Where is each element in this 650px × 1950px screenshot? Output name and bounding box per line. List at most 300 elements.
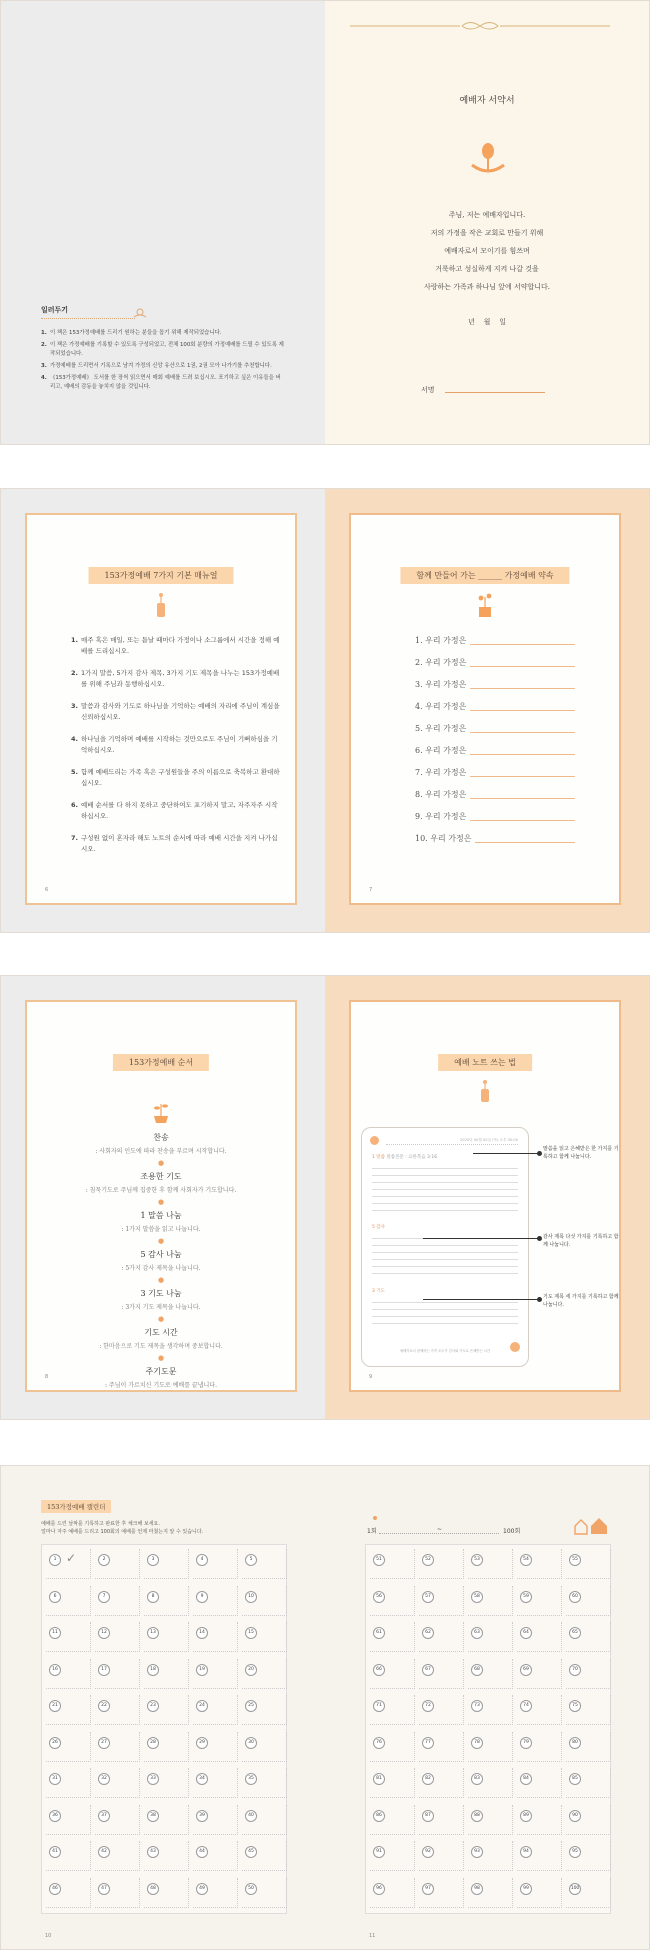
pledge-title: 예배자 서약서 bbox=[459, 96, 515, 106]
calendar-number: 53 bbox=[471, 1554, 483, 1566]
calendar-cell[interactable] bbox=[419, 1768, 464, 1798]
calendar-cell[interactable] bbox=[193, 1549, 238, 1579]
calendar-cell[interactable] bbox=[144, 1768, 189, 1798]
promise-row[interactable] bbox=[415, 657, 575, 668]
calendar-cell[interactable] bbox=[566, 1841, 611, 1871]
calendar-number: 23 bbox=[147, 1700, 159, 1712]
calendar-cell[interactable] bbox=[419, 1695, 464, 1725]
calendar-cell[interactable] bbox=[144, 1622, 189, 1652]
calendar-number: 27 bbox=[98, 1737, 110, 1749]
pledge-text bbox=[325, 206, 649, 296]
calendar-cell[interactable] bbox=[566, 1878, 611, 1908]
calendar-cell[interactable] bbox=[95, 1549, 140, 1579]
calendar-cell[interactable] bbox=[95, 1805, 140, 1835]
calendar-number: 59 bbox=[520, 1591, 532, 1603]
promise-row[interactable] bbox=[415, 701, 575, 712]
order-step-dot: ● bbox=[157, 1237, 165, 1245]
calendar-cell[interactable] bbox=[46, 1841, 91, 1871]
calendar-number: 57 bbox=[422, 1591, 434, 1603]
calendar-number: 58 bbox=[471, 1591, 483, 1603]
calendar-cell[interactable] bbox=[144, 1659, 189, 1689]
calendar-cell[interactable] bbox=[95, 1768, 140, 1798]
note-date: 2020년 00월 00일 (목) 오후 00:00 bbox=[460, 1138, 518, 1142]
calendar-cell[interactable] bbox=[468, 1622, 513, 1652]
order-step-title: 기도 시간 bbox=[144, 1328, 178, 1337]
section-pray-lines bbox=[372, 1296, 518, 1324]
calendar-cell[interactable] bbox=[370, 1841, 415, 1871]
calendar-number: 76 bbox=[373, 1737, 385, 1749]
calendar-number: 12 bbox=[98, 1627, 110, 1639]
promise-label: 2. 우리 가정은 bbox=[415, 658, 467, 667]
calendar-number: 36 bbox=[49, 1810, 61, 1822]
calendar-number: 62 bbox=[422, 1627, 434, 1639]
calendar-number: 29 bbox=[196, 1737, 208, 1749]
promise-line[interactable] bbox=[475, 835, 575, 843]
calendar-number: 64 bbox=[520, 1627, 532, 1639]
manual-rule-list bbox=[71, 635, 281, 866]
calendar-cell[interactable] bbox=[468, 1841, 513, 1871]
calendar-cell[interactable] bbox=[46, 1549, 91, 1579]
calendar-number: 33 bbox=[147, 1773, 159, 1785]
notice-item-text: 이 책은 가정예배를 기록할 수 있도록 구성되었고, 전체 100회 분량의 가정예배를 드릴 수 있도록 제작되었습니다. bbox=[50, 342, 284, 357]
calendar-cell[interactable] bbox=[242, 1732, 287, 1762]
calendar-number: 2 bbox=[98, 1554, 110, 1566]
calendar-cell[interactable] bbox=[419, 1586, 464, 1616]
calendar-cell[interactable] bbox=[46, 1586, 91, 1616]
promise-line[interactable] bbox=[470, 681, 575, 689]
calendar-cell[interactable] bbox=[46, 1805, 91, 1835]
promise-line[interactable] bbox=[470, 703, 575, 711]
promise-label: 8. 우리 가정은 bbox=[415, 790, 467, 799]
calendar-number: 100 bbox=[569, 1883, 581, 1895]
calendar-number: 91 bbox=[373, 1846, 385, 1858]
calendar-cell[interactable] bbox=[193, 1768, 238, 1798]
calendar-cell[interactable] bbox=[242, 1659, 287, 1689]
callout-dot bbox=[537, 1151, 542, 1156]
range-end: 100회 bbox=[503, 1528, 521, 1535]
calendar-number: 30 bbox=[245, 1737, 257, 1749]
calendar-number: 49 bbox=[196, 1883, 208, 1895]
notice-item-text: 이 책은 153가정예배를 드리기 원하는 분들을 돕기 위해 제작되었습니다. bbox=[50, 330, 222, 336]
calendar-number: 96 bbox=[373, 1883, 385, 1895]
calendar-cell[interactable] bbox=[242, 1586, 287, 1616]
spread-3 bbox=[0, 975, 650, 1420]
calendar-number: 69 bbox=[520, 1664, 532, 1676]
manual-rule-text: 1가지 말씀, 5가지 감사 제목, 3가지 기도 제목을 나누는 153가정예배를 위해 주님과 동행하십시오. bbox=[81, 669, 280, 688]
calendar-cell[interactable] bbox=[566, 1549, 611, 1579]
howto-page bbox=[325, 976, 649, 1419]
calendar-number: 17 bbox=[98, 1664, 110, 1676]
promise-label: 9. 우리 가정은 bbox=[415, 812, 467, 821]
calendar-cell[interactable] bbox=[193, 1732, 238, 1762]
manual-rule-num: 7. bbox=[71, 834, 78, 842]
promise-line[interactable] bbox=[470, 747, 575, 755]
callout-line-1 bbox=[473, 1153, 539, 1154]
spread-4 bbox=[0, 1465, 650, 1950]
manual-rule-text: 말씀과 감사와 기도로 하나님을 기억하는 예배의 자리에 주님이 계심을 신뢰하십시오. bbox=[81, 702, 280, 721]
calendar-number: 5 bbox=[245, 1554, 257, 1566]
notice-item bbox=[41, 341, 286, 359]
calendar-cell[interactable] bbox=[517, 1659, 562, 1689]
promise-row[interactable] bbox=[415, 833, 575, 844]
calendar-number: 51 bbox=[373, 1554, 385, 1566]
calendar-number: 38 bbox=[147, 1810, 159, 1822]
note-footer: 예배자로서 함께하는 가족 모두가 감사와 기도로 은혜받는 시간 bbox=[399, 1349, 491, 1353]
callout-line-2 bbox=[423, 1238, 539, 1239]
calendar-cell[interactable] bbox=[46, 1695, 91, 1725]
calendar-cell[interactable] bbox=[517, 1549, 562, 1579]
section-thanks-label: 5 감사 bbox=[372, 1225, 385, 1230]
calendar-cell[interactable] bbox=[242, 1841, 287, 1871]
calendar-number: 71 bbox=[373, 1700, 385, 1712]
calendar-number: 68 bbox=[471, 1664, 483, 1676]
callout-text-2: 감사 제목 다섯 가지를 기록하고 함께 나눕니다. bbox=[543, 1234, 619, 1248]
calendar-number: 3 bbox=[147, 1554, 159, 1566]
order-step-dot: ● bbox=[157, 1354, 165, 1362]
calendar-number: 10 bbox=[245, 1591, 257, 1603]
calendar-cell[interactable] bbox=[566, 1586, 611, 1616]
calendar-cell[interactable] bbox=[95, 1622, 140, 1652]
calendar-grid bbox=[41, 1544, 287, 1914]
calendar-number: 46 bbox=[49, 1883, 61, 1895]
calendar-number: 79 bbox=[520, 1737, 532, 1749]
calendar-cell[interactable] bbox=[468, 1586, 513, 1616]
spread-1 bbox=[0, 0, 650, 445]
calendar-cell[interactable] bbox=[419, 1549, 464, 1579]
manual-rule bbox=[71, 800, 281, 821]
example-note bbox=[361, 1127, 529, 1367]
calendar-cell[interactable] bbox=[95, 1878, 140, 1908]
manual-card bbox=[25, 513, 297, 905]
calendar-cell[interactable] bbox=[144, 1841, 189, 1871]
promise-line[interactable] bbox=[470, 659, 575, 667]
promise-line[interactable] bbox=[470, 637, 575, 645]
calendar-cell[interactable] bbox=[419, 1841, 464, 1871]
calendar-cell[interactable] bbox=[46, 1622, 91, 1652]
page-number: 11 bbox=[369, 1933, 376, 1939]
manual-rule-num: 2. bbox=[71, 669, 78, 677]
notice-item bbox=[41, 329, 286, 338]
calendar-number: 40 bbox=[245, 1810, 257, 1822]
calendar-number: 52 bbox=[422, 1554, 434, 1566]
calendar-number: 55 bbox=[569, 1554, 581, 1566]
calendar-cell[interactable] bbox=[46, 1732, 91, 1762]
notice-title-underline bbox=[41, 318, 135, 319]
pledge-line: 사랑하는 가족과 하나님 앞에 서약합니다. bbox=[423, 283, 551, 291]
promise-label: 7. 우리 가정은 bbox=[415, 768, 467, 777]
notice-item-num: 3. bbox=[41, 363, 47, 369]
calendar-number: 88 bbox=[471, 1810, 483, 1822]
manual-rule bbox=[71, 767, 281, 788]
calendar-number: 83 bbox=[471, 1773, 483, 1785]
page-number: 6 bbox=[45, 887, 49, 893]
order-step-title: 조용한 기도 bbox=[140, 1172, 182, 1181]
order-step-title: 5 감사 나눔 bbox=[140, 1250, 182, 1259]
calendar-cell[interactable] bbox=[242, 1768, 287, 1798]
order-step-desc: : 침묵기도로 주님께 집중한 후 함께 사회자가 기도합니다. bbox=[85, 1187, 237, 1194]
order-step-list bbox=[27, 1132, 295, 1389]
calendar-number: 92 bbox=[422, 1846, 434, 1858]
calendar-number: 8 bbox=[147, 1591, 159, 1603]
order-card bbox=[25, 1000, 297, 1392]
calendar-number: 63 bbox=[471, 1627, 483, 1639]
calendar-cell[interactable] bbox=[468, 1549, 513, 1579]
calendar-cell[interactable] bbox=[95, 1841, 140, 1871]
notice-item-text: 《153가정예배》 도서를 한 장씩 읽으면서 매회 예배를 드려 보십시오. 포기하고 싶은 이유들을 버리고, 예배의 감동을 놓치지 않을 것입니다. bbox=[50, 375, 281, 390]
calendar-title: 153가정예배 캘린더 bbox=[41, 1500, 111, 1513]
promise-row[interactable] bbox=[415, 723, 575, 734]
page-number: 10 bbox=[45, 1933, 52, 1939]
pledge-date: 년 월 일 bbox=[467, 318, 507, 326]
manual-rule-num: 3. bbox=[71, 702, 78, 710]
calendar-number: 48 bbox=[147, 1883, 159, 1895]
calendar-cell[interactable] bbox=[242, 1878, 287, 1908]
notice-item bbox=[41, 374, 286, 392]
calendar-cell[interactable] bbox=[566, 1732, 611, 1762]
calendar-cell[interactable] bbox=[517, 1805, 562, 1835]
promise-label: 5. 우리 가정은 bbox=[415, 724, 467, 733]
notice-item-num: 4. bbox=[41, 375, 47, 381]
calendar-number: 97 bbox=[422, 1883, 434, 1895]
calendar-number: 6 bbox=[49, 1591, 61, 1603]
calendar-cell[interactable] bbox=[566, 1805, 611, 1835]
calendar-desc-1: 예배를 드린 날짜를 기록하고 완료한 후 체크해 보세요. bbox=[41, 1521, 160, 1527]
calendar-cell[interactable] bbox=[242, 1695, 287, 1725]
calendar-number: 73 bbox=[471, 1700, 483, 1712]
calendar-cell[interactable] bbox=[370, 1805, 415, 1835]
order-step-dot: ● bbox=[157, 1276, 165, 1284]
calendar-cell[interactable] bbox=[517, 1732, 562, 1762]
notice-item-num: 1. bbox=[41, 330, 47, 336]
note-date-line bbox=[386, 1144, 518, 1145]
order-step-desc: : 주님이 가르치신 기도로 예배를 끝냅니다. bbox=[105, 1382, 217, 1389]
promise-row[interactable] bbox=[415, 767, 575, 778]
calendar-number: 95 bbox=[569, 1846, 581, 1858]
manual-title: 153가정예배 7가지 기본 매뉴얼 bbox=[89, 567, 234, 584]
calendar-number: 99 bbox=[520, 1883, 532, 1895]
calendar-number: 50 bbox=[245, 1883, 257, 1895]
calendar-cell[interactable] bbox=[193, 1841, 238, 1871]
pledge-line: 주님, 저는 예배자입니다. bbox=[448, 211, 526, 219]
calendar-number: 89 bbox=[520, 1810, 532, 1822]
calendar-number: 39 bbox=[196, 1810, 208, 1822]
calendar-cell[interactable] bbox=[419, 1805, 464, 1835]
section-pray-label: 3 기도 bbox=[372, 1289, 385, 1294]
howto-card bbox=[349, 1000, 621, 1392]
promise-page bbox=[325, 489, 649, 932]
promise-row[interactable] bbox=[415, 789, 575, 800]
calendar-number: 9 bbox=[196, 1591, 208, 1603]
calendar-cell[interactable] bbox=[144, 1586, 189, 1616]
page-number: 9 bbox=[369, 1374, 373, 1380]
calendar-number: 81 bbox=[373, 1773, 385, 1785]
calendar-number: 61 bbox=[373, 1627, 385, 1639]
calendar-cell[interactable] bbox=[419, 1659, 464, 1689]
calendar-cell[interactable] bbox=[370, 1695, 415, 1725]
ornament-divider-icon bbox=[350, 19, 610, 33]
calendar-cell[interactable] bbox=[242, 1549, 287, 1579]
calendar-number: 20 bbox=[245, 1664, 257, 1676]
calendar-number: 25 bbox=[245, 1700, 257, 1712]
flower-ornament-icon bbox=[133, 307, 147, 319]
promise-line[interactable] bbox=[470, 725, 575, 733]
calendar-cell[interactable] bbox=[468, 1659, 513, 1689]
calendar-cell[interactable] bbox=[95, 1586, 140, 1616]
promise-label: 3. 우리 가정은 bbox=[415, 680, 467, 689]
calendar-number: 26 bbox=[49, 1737, 61, 1749]
calendar-number: 4 bbox=[196, 1554, 208, 1566]
order-step-title: 주기도문 bbox=[145, 1367, 177, 1376]
calendar-cell[interactable] bbox=[517, 1622, 562, 1652]
manual-rule bbox=[71, 833, 281, 854]
calendar-cell[interactable] bbox=[517, 1586, 562, 1616]
calendar-cell[interactable] bbox=[566, 1768, 611, 1798]
calendar-cell[interactable] bbox=[144, 1878, 189, 1908]
manual-rule-num: 6. bbox=[71, 801, 78, 809]
howto-title: 예배 노트 쓰는 법 bbox=[438, 1054, 532, 1071]
order-step-desc: : 사회자의 인도에 따라 찬송을 부르며 시작합니다. bbox=[95, 1148, 227, 1155]
callout-text-3: 기도 제목 세 가지를 기록하고 함께 나눕니다. bbox=[543, 1294, 619, 1308]
calendar-cell[interactable] bbox=[144, 1805, 189, 1835]
promise-row[interactable] bbox=[415, 745, 575, 756]
calendar-number: 15 bbox=[245, 1627, 257, 1639]
calendar-number: 65 bbox=[569, 1627, 581, 1639]
calendar-cell[interactable] bbox=[370, 1878, 415, 1908]
calendar-cell[interactable] bbox=[144, 1549, 189, 1579]
order-step-desc: : 3가지 기도 제목을 나눕니다. bbox=[121, 1304, 201, 1311]
calendar-cell[interactable] bbox=[517, 1768, 562, 1798]
calendar-cell[interactable] bbox=[566, 1695, 611, 1725]
vase-icon bbox=[153, 593, 169, 619]
calendar-number: 18 bbox=[147, 1664, 159, 1676]
calendar-cell[interactable] bbox=[144, 1732, 189, 1762]
order-step-title: 찬송 bbox=[153, 1133, 169, 1142]
calendar-cell[interactable] bbox=[370, 1549, 415, 1579]
calendar-number: 35 bbox=[245, 1773, 257, 1785]
calendar-page-right bbox=[325, 1466, 649, 1949]
calendar-cell[interactable] bbox=[46, 1768, 91, 1798]
calendar-cell[interactable] bbox=[144, 1695, 189, 1725]
calendar-cell[interactable] bbox=[468, 1878, 513, 1908]
promise-line[interactable] bbox=[470, 769, 575, 777]
vase-icon bbox=[477, 1080, 493, 1104]
calendar-number: 19 bbox=[196, 1664, 208, 1676]
calendar-number: 66 bbox=[373, 1664, 385, 1676]
calendar-number: 47 bbox=[98, 1883, 110, 1895]
calendar-cell[interactable] bbox=[419, 1622, 464, 1652]
calendar-number: 37 bbox=[98, 1810, 110, 1822]
promise-row[interactable] bbox=[415, 635, 575, 646]
calendar-cell[interactable] bbox=[193, 1878, 238, 1908]
order-step-dot: ● bbox=[157, 1198, 165, 1206]
houses-icon bbox=[571, 1514, 611, 1538]
calendar-cell[interactable] bbox=[193, 1805, 238, 1835]
calendar-number: 72 bbox=[422, 1700, 434, 1712]
calendar-number: 7 bbox=[98, 1591, 110, 1603]
calendar-cell[interactable] bbox=[517, 1878, 562, 1908]
calendar-cell[interactable] bbox=[468, 1732, 513, 1762]
range-line[interactable] bbox=[379, 1533, 499, 1534]
manual-rule-text: 하나님을 기억하며 예배를 시작하는 것만으로도 주님이 기뻐하심을 기억하십시오. bbox=[81, 735, 278, 754]
calendar-number: 86 bbox=[373, 1810, 385, 1822]
calendar-grid bbox=[365, 1544, 611, 1914]
calendar-cell[interactable] bbox=[517, 1841, 562, 1871]
calendar-number: 78 bbox=[471, 1737, 483, 1749]
calendar-cell[interactable] bbox=[193, 1659, 238, 1689]
order-step-desc: : 1가지 말씀을 읽고 나눕니다. bbox=[121, 1226, 201, 1233]
promise-line[interactable] bbox=[470, 791, 575, 799]
calendar-cell[interactable] bbox=[193, 1695, 238, 1725]
promise-title: 함께 만들어 가는 ______ 가정예배 약속 bbox=[400, 567, 569, 584]
calendar-cell[interactable] bbox=[95, 1695, 140, 1725]
calendar-cell[interactable] bbox=[468, 1768, 513, 1798]
notice-item-num: 2. bbox=[41, 342, 47, 348]
section-word-label: 1 말씀 말씀본문 : 요한복음 3:16 bbox=[372, 1155, 438, 1160]
manual-rule bbox=[71, 734, 281, 755]
order-step-dot: ● bbox=[157, 1159, 165, 1167]
calendar-cell[interactable] bbox=[242, 1805, 287, 1835]
calendar-number: 54 bbox=[520, 1554, 532, 1566]
callout-dot bbox=[537, 1236, 542, 1241]
manual-rule-text: 예배 순서를 다 하지 못하고 중단하여도 포기하지 말고, 자주자주 시작하십시오. bbox=[81, 801, 278, 820]
calendar-number: 24 bbox=[196, 1700, 208, 1712]
order-step-dot: ● bbox=[157, 1315, 165, 1323]
order-step-desc: : 한마음으로 기도 제목을 생각하며 중보합니다. bbox=[99, 1343, 223, 1350]
promise-row[interactable] bbox=[415, 811, 575, 822]
manual-rule bbox=[71, 635, 281, 656]
calendar-cell[interactable] bbox=[193, 1622, 238, 1652]
notice-page bbox=[1, 1, 325, 444]
calendar-cell[interactable] bbox=[370, 1622, 415, 1652]
calendar-number: 31 bbox=[49, 1773, 61, 1785]
calendar-cell[interactable] bbox=[95, 1659, 140, 1689]
calendar-cell[interactable] bbox=[517, 1695, 562, 1725]
promise-label: 1. 우리 가정은 bbox=[415, 636, 467, 645]
calendar-cell[interactable] bbox=[370, 1659, 415, 1689]
promise-line[interactable] bbox=[470, 813, 575, 821]
calendar-number: 90 bbox=[569, 1810, 581, 1822]
calendar-number: 93 bbox=[471, 1846, 483, 1858]
calendar-cell[interactable] bbox=[242, 1622, 287, 1652]
note-badge-icon bbox=[370, 1136, 379, 1145]
calendar-number: 34 bbox=[196, 1773, 208, 1785]
calendar-number: 98 bbox=[471, 1883, 483, 1895]
calendar-cell[interactable] bbox=[566, 1622, 611, 1652]
manual-page bbox=[1, 489, 325, 932]
calendar-number: 74 bbox=[520, 1700, 532, 1712]
calendar-cell[interactable] bbox=[468, 1695, 513, 1725]
calendar-cell[interactable] bbox=[419, 1732, 464, 1762]
calendar-cell[interactable] bbox=[468, 1805, 513, 1835]
calendar-cell[interactable] bbox=[46, 1659, 91, 1689]
calendar-cell[interactable] bbox=[370, 1768, 415, 1798]
calendar-cell[interactable] bbox=[46, 1878, 91, 1908]
callout-line-3 bbox=[423, 1299, 539, 1300]
calendar-cell[interactable] bbox=[370, 1732, 415, 1762]
calendar-number: 70 bbox=[569, 1664, 581, 1676]
notice-item-text: 가정예배를 드리면서 기록으로 남겨 가정의 신앙 유산으로 1권, 2권 모아 나가기를 추천합니다. bbox=[50, 363, 272, 369]
calendar-cell[interactable] bbox=[566, 1659, 611, 1689]
calendar-cell[interactable] bbox=[370, 1586, 415, 1616]
callout-dot bbox=[537, 1297, 542, 1302]
manual-rule-text: 구성원 없이 혼자라 해도 노트의 순서에 따라 예배 시간을 지켜 나가십시오. bbox=[81, 834, 278, 853]
calendar-cell[interactable] bbox=[419, 1878, 464, 1908]
calendar-number: 22 bbox=[98, 1700, 110, 1712]
sign-line[interactable] bbox=[445, 392, 545, 393]
calendar-cell[interactable] bbox=[193, 1586, 238, 1616]
calendar-cell[interactable] bbox=[95, 1732, 140, 1762]
promise-row[interactable] bbox=[415, 679, 575, 690]
